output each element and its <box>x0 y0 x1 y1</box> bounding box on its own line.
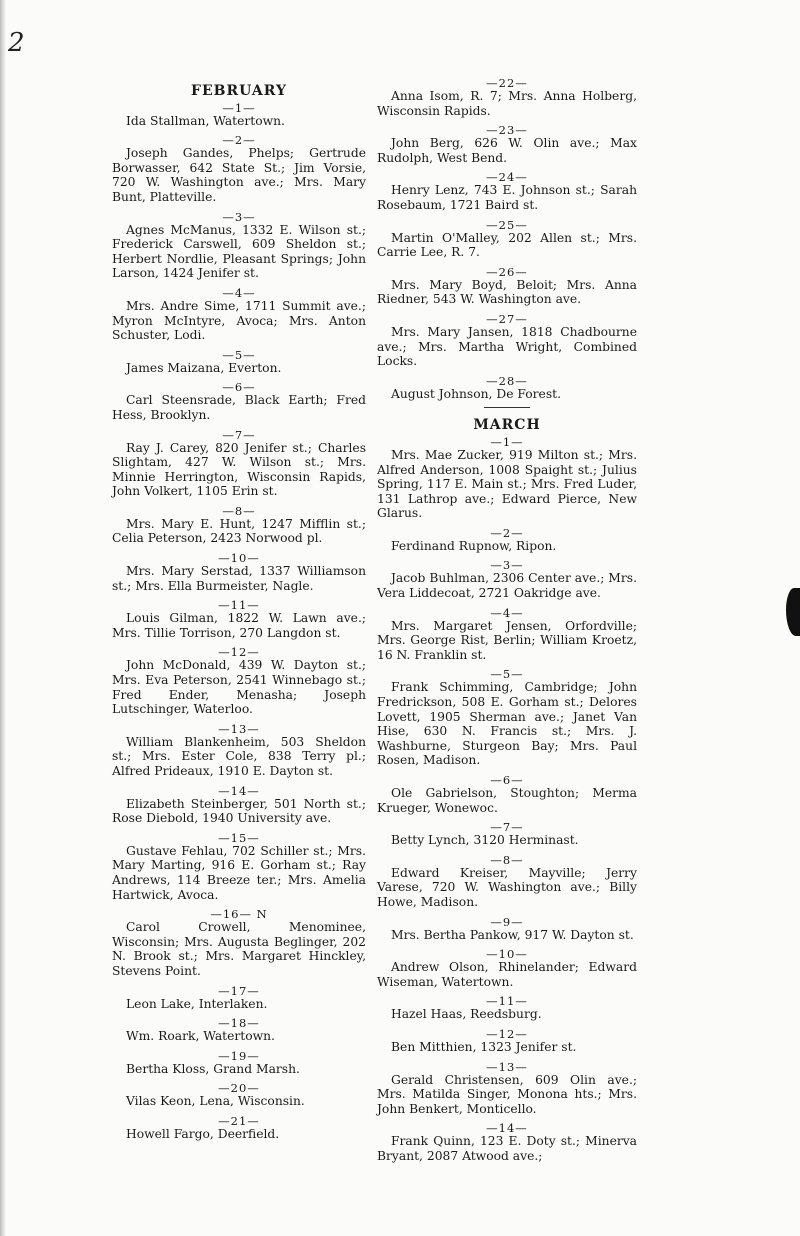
birthday-entry: Mrs. Mary Boyd, Beloit; Mrs. Anna Riedner, 543 W. Washington ave. <box>377 277 637 307</box>
birthday-entry: Mrs. Bertha Pankow, 917 W. Dayton st. <box>391 927 634 942</box>
left-column <box>112 74 366 1148</box>
day-number: —5— <box>490 667 524 682</box>
month-heading: FEBRUARY <box>191 83 287 99</box>
day-number: —4— <box>222 285 256 300</box>
birthday-entry: Henry Lenz, 743 E. Johnson st.; Sarah Rosebaum, 1721 Baird st. <box>377 183 637 212</box>
day-number: —9— <box>490 914 524 929</box>
day-number: —7— <box>490 820 524 835</box>
birthday-entry: Agnes McManus, 1332 E. Wilson st.; Frederick Carswell, 609 Sheldon st.; Herbert Nordlie, Pleasant Springs; John Larson, 1424 Jenifer st. <box>112 222 366 281</box>
day-number: —14— <box>218 783 260 798</box>
day-number: —3— <box>222 209 256 224</box>
day-number: —10— <box>218 551 260 566</box>
ink-blot <box>786 588 800 636</box>
day-number: —15— <box>218 830 260 845</box>
day-number: —21— <box>218 1113 260 1128</box>
day-number: —22— <box>486 76 528 90</box>
day-number: —17— <box>218 983 260 998</box>
day-number: —6— <box>490 773 524 787</box>
day-number: —13— <box>486 1059 528 1074</box>
day-number: —14— <box>486 1121 528 1136</box>
birthday-entry: Ole Gabrielson, Stoughton; Merma Krueger, Wonewoc. <box>377 786 637 815</box>
day-number: —13— <box>218 721 260 736</box>
day-number: —3— <box>490 558 524 573</box>
birthday-entry: Carol Crowell, Menominee, Wisconsin; Mrs. Augusta Beglinger, 202 N. Brook st.; Mrs. Margaret Hinckley, Stevens Point. <box>112 920 366 978</box>
birthday-entry: Mrs. Mary Serstad, 1337 Williamson st.; Mrs. Ella Burmeister, Nagle. <box>112 564 366 593</box>
day-number: —16— N <box>210 907 268 922</box>
birthday-entry: Carl Steensrade, Black Earth; Fred Hess, Brooklyn. <box>112 393 366 422</box>
right-column <box>377 74 637 1170</box>
day-number: —18— <box>218 1016 260 1031</box>
birthday-entry: Louis Gilman, 1822 W. Lawn ave.; Mrs. Tillie Torrison, 270 Langdon st. <box>112 611 366 640</box>
birthday-entry: August Johnson, De Forest. <box>391 386 562 401</box>
day-number: —8— <box>222 503 256 518</box>
birthday-entry: Ray J. Carey, 820 Jenifer st.; Charles Slightam, 427 W. Wilson st.; Mrs. Minnie Herrington, Wisconsin Rapids, John Volkert, 1105 Erin st. <box>112 440 366 499</box>
birthday-entry: Ferdinand Rupnow, Ripon. <box>391 538 557 553</box>
day-number: —2— <box>490 525 524 540</box>
day-number: —26— <box>486 264 528 279</box>
day-number: —4— <box>490 605 524 620</box>
birthday-entry: Ida Stallman, Watertown. <box>126 113 285 128</box>
birthday-entry: John McDonald, 439 W. Dayton st.; Mrs. Eva Peterson, 2541 Winnebago st.; Fred Ender, Menasha; Joseph Lutschinger, Waterloo. <box>112 658 366 717</box>
day-number: —2— <box>222 133 256 148</box>
birthday-entry: Hazel Haas, Reedsburg. <box>391 1007 542 1022</box>
day-number: —25— <box>486 217 528 232</box>
birthday-entry: Mrs. Andre Sime, 1711 Summit ave.; Myron McIntyre, Avoca; Mrs. Anton Schuster, Lodi. <box>112 298 366 343</box>
birthday-entry: Anna Isom, R. 7; Mrs. Anna Holberg, Wisconsin Rapids. <box>377 89 637 118</box>
day-number: —19— <box>218 1048 260 1063</box>
day-number: —24— <box>486 170 528 185</box>
day-number: —11— <box>486 994 528 1009</box>
day-number: —20— <box>218 1081 260 1096</box>
birthday-entry: Frank Schimming, Cambridge; John Fredrickson, 508 E. Gorham st.; Delores Lovett, 1905 Sherman ave.; Janet Van Hise, 630 N. Francis st.; Mrs. J. Washburne, Sturgeon Bay; Mrs. Paul Rosen, Madison. <box>377 680 637 768</box>
birthday-entry: Betty Lynch, 3120 Herminast. <box>391 833 579 848</box>
birthday-entry: Andrew Olson, Rhinelander; Edward Wiseman, Watertown. <box>377 960 637 989</box>
scan-edge <box>0 0 6 1236</box>
day-number: —7— <box>222 427 256 442</box>
birthday-entry: Mrs. Mary E. Hunt, 1247 Mifflin st.; Celia Peterson, 2423 Norwood pl. <box>112 516 366 546</box>
day-number: —1— <box>222 100 256 115</box>
day-number: —6— <box>222 380 256 395</box>
birthday-entry: Gustave Fehlau, 702 Schiller st.; Mrs. Mary Marting, 916 E. Gorham st.; Ray Andrews, 114 Breeze ter.; Mrs. Amelia Hartwick, Avoca. <box>112 843 366 902</box>
birthday-entry: Vilas Keon, Lena, Wisconsin. <box>126 1094 305 1109</box>
day-number: —5— <box>222 347 256 362</box>
birthday-entry: John Berg, 626 W. Olin ave.; Max Rudolph, West Bend. <box>377 136 637 165</box>
birthday-entry: Bertha Kloss, Grand Marsh. <box>126 1061 300 1076</box>
birthday-entry: Gerald Christensen, 609 Olin ave.; Mrs. Matilda Singer, Monona hts.; Mrs. John Benkert, Monticello. <box>377 1072 637 1116</box>
birthday-entry: Ben Mitthien, 1323 Jenifer st. <box>391 1039 577 1054</box>
day-number: —23— <box>486 123 528 138</box>
page-number: 2 <box>8 28 25 58</box>
day-number: —12— <box>218 645 260 660</box>
birthday-entry: Mrs. Mae Zucker, 919 Milton st.; Mrs. Alfred Anderson, 1008 Spaight st.; Julius Spring, 117 E. Main st.; Mrs. Fred Luder, 131 Lathrop ave.; Edward Pierce, New Glarus. <box>377 447 637 521</box>
birthday-entry: Edward Kreiser, Mayville; Jerry Varese, 720 W. Washington ave.; Billy Howe, Madison. <box>377 865 637 909</box>
day-number: —27— <box>486 311 528 326</box>
birthday-entry: Jacob Buhlman, 2306 Center ave.; Mrs. Vera Liddecoat, 2721 Oakridge ave. <box>377 571 637 601</box>
birthday-entry: Leon Lake, Interlaken. <box>126 996 268 1011</box>
day-number: —12— <box>486 1026 528 1041</box>
birthday-entry: Elizabeth Steinberger, 501 North st.; Rose Diebold, 1940 University ave. <box>112 796 366 826</box>
month-heading: MARCH <box>473 417 541 434</box>
birthday-entry: Joseph Gandes, Phelps; Gertrude Borwasser, 642 State St.; Jim Vorsie, 720 W. Washington ave.; Mrs. Mary Bunt, Platteville. <box>112 146 366 204</box>
birthday-entry: James Maizana, Everton. <box>126 360 282 375</box>
birthday-entry: Mrs. Mary Jansen, 1818 Chadbourne ave.; Mrs. Martha Wright, Combined Locks. <box>377 324 637 369</box>
birthday-entry: Mrs. Margaret Jensen, Orfordville; Mrs. George Rist, Berlin; William Kroetz, 16 N. Franklin st. <box>377 618 637 662</box>
birthday-entry: Martin O'Malley, 202 Allen st.; Mrs. Carrie Lee, R. 7. <box>377 230 637 260</box>
day-number: —1— <box>490 434 524 449</box>
section-divider <box>484 407 530 408</box>
birthday-entry: Howell Fargo, Deerfield. <box>126 1126 280 1141</box>
day-number: —8— <box>490 852 524 867</box>
day-number: —28— <box>486 373 528 388</box>
day-number: —11— <box>218 598 260 613</box>
birthday-entry: Wm. Roark, Watertown. <box>126 1029 275 1044</box>
day-number: —10— <box>486 947 528 962</box>
birthday-entry: William Blankenheim, 503 Sheldon st.; Mrs. Ester Cole, 838 Terry pl.; Alfred Prideaux, 1910 E. Dayton st. <box>112 734 366 778</box>
birthday-entry: Frank Quinn, 123 E. Doty st.; Minerva Bryant, 2087 Atwood ave.; <box>377 1134 637 1163</box>
